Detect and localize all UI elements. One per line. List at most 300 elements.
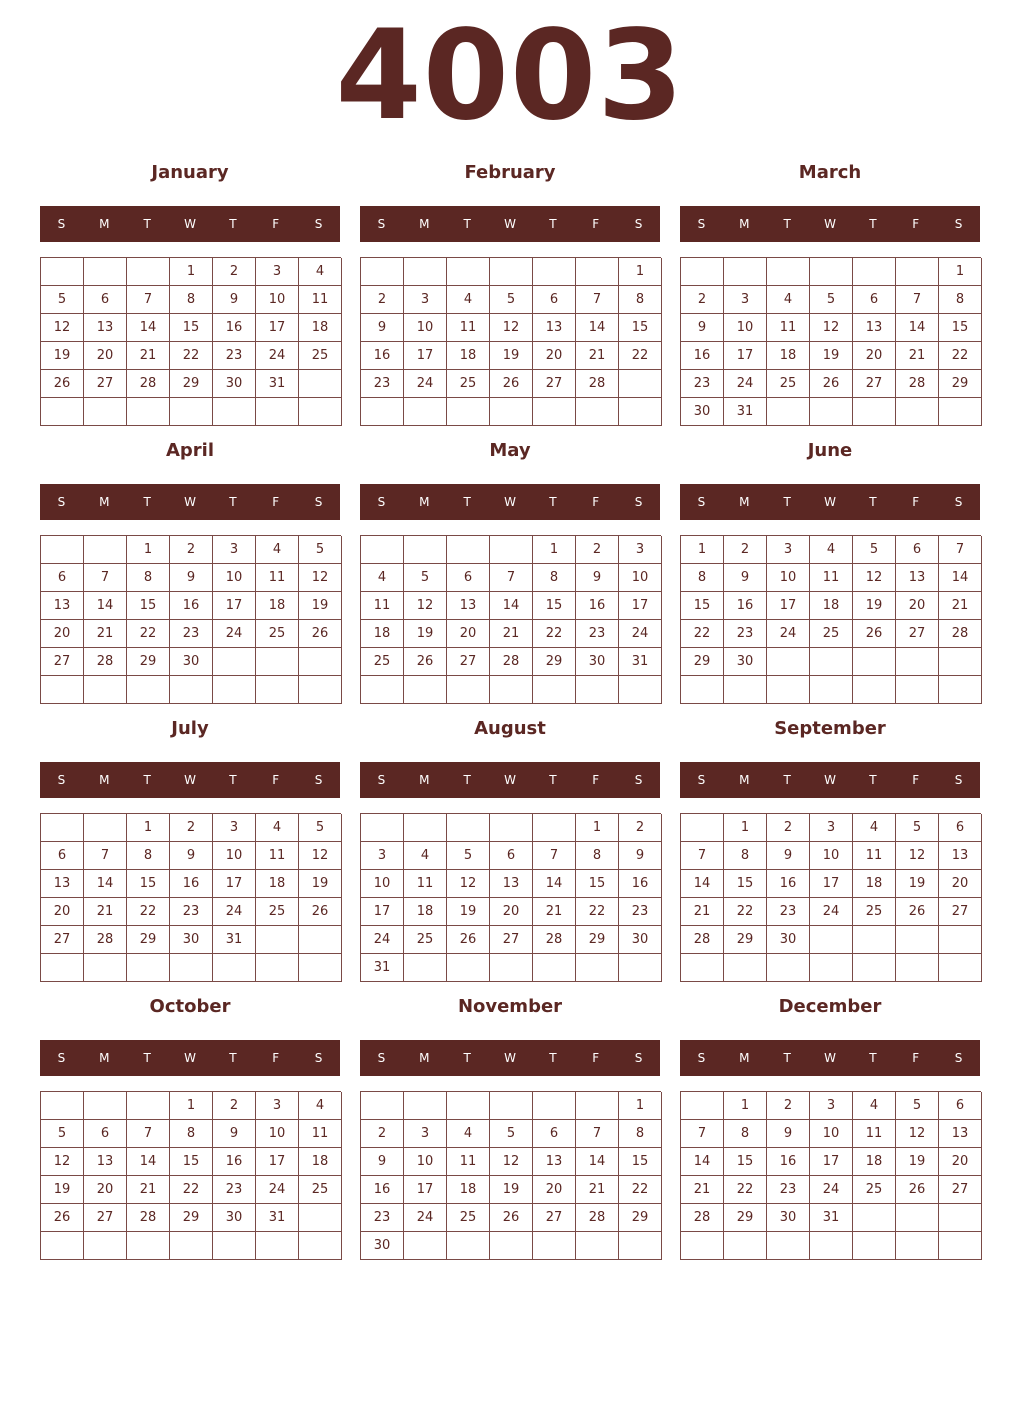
day-cell: 25 — [299, 1176, 342, 1204]
day-cell: 11 — [361, 592, 404, 620]
day-cell: 21 — [939, 592, 982, 620]
day-cell: 5 — [41, 1120, 84, 1148]
day-grid — [40, 813, 341, 982]
empty-cell — [127, 258, 170, 286]
day-cell: 31 — [361, 954, 404, 982]
empty-cell — [533, 258, 576, 286]
day-cell: 14 — [533, 870, 576, 898]
weekday-label: F — [912, 495, 920, 509]
day-cell: 14 — [576, 314, 619, 342]
day-cell: 18 — [256, 592, 299, 620]
day-cell: 17 — [619, 592, 662, 620]
empty-cell — [213, 398, 256, 426]
empty-cell — [896, 676, 939, 704]
empty-cell — [361, 536, 404, 564]
day-cell: 29 — [681, 648, 724, 676]
day-cell: 4 — [299, 258, 342, 286]
day-cell: 1 — [681, 536, 724, 564]
day-cell: 3 — [724, 286, 767, 314]
day-cell: 14 — [681, 1148, 724, 1176]
day-cell: 3 — [810, 1092, 853, 1120]
weekday-label: T — [463, 495, 471, 509]
day-cell: 16 — [361, 1176, 404, 1204]
empty-cell — [490, 1232, 533, 1260]
day-cell: 1 — [533, 536, 576, 564]
weekday-label: M — [99, 1051, 110, 1065]
empty-cell — [896, 398, 939, 426]
day-cell: 30 — [681, 398, 724, 426]
day-cell: 25 — [361, 648, 404, 676]
empty-cell — [404, 398, 447, 426]
day-cell: 5 — [853, 536, 896, 564]
day-cell: 8 — [619, 1120, 662, 1148]
day-cell: 19 — [447, 898, 490, 926]
day-cell: 10 — [404, 1148, 447, 1176]
empty-cell — [767, 1232, 810, 1260]
day-cell: 17 — [361, 898, 404, 926]
day-cell: 28 — [84, 648, 127, 676]
day-cell: 1 — [170, 1092, 213, 1120]
day-cell: 13 — [896, 564, 939, 592]
day-cell: 9 — [724, 564, 767, 592]
month-title: May — [489, 440, 531, 461]
day-cell: 8 — [681, 564, 724, 592]
day-cell: 6 — [939, 1092, 982, 1120]
day-cell: 9 — [361, 314, 404, 342]
weekday-label: M — [419, 773, 430, 787]
empty-cell — [127, 398, 170, 426]
day-cell: 10 — [767, 564, 810, 592]
weekday-label: W — [824, 1051, 836, 1065]
day-cell: 18 — [299, 314, 342, 342]
day-cell: 28 — [576, 1204, 619, 1232]
empty-cell — [41, 258, 84, 286]
empty-cell — [576, 1092, 619, 1120]
empty-cell — [619, 370, 662, 398]
weekday-label: S — [57, 495, 66, 509]
day-cell: 4 — [767, 286, 810, 314]
empty-cell — [404, 1092, 447, 1120]
day-cell: 24 — [767, 620, 810, 648]
empty-cell — [41, 1092, 84, 1120]
empty-cell — [939, 1232, 982, 1260]
weekday-label: F — [272, 773, 280, 787]
day-cell: 15 — [724, 870, 767, 898]
day-cell: 26 — [810, 370, 853, 398]
day-cell: 5 — [299, 814, 342, 842]
day-cell: 22 — [170, 1176, 213, 1204]
empty-cell — [939, 1204, 982, 1232]
empty-cell — [767, 648, 810, 676]
day-cell: 14 — [127, 1148, 170, 1176]
day-cell: 11 — [404, 870, 447, 898]
weekday-label: T — [143, 217, 151, 231]
day-cell: 13 — [447, 592, 490, 620]
day-cell: 6 — [41, 842, 84, 870]
day-cell: 7 — [533, 842, 576, 870]
day-cell: 4 — [256, 814, 299, 842]
day-cell: 20 — [533, 1176, 576, 1204]
empty-cell — [619, 954, 662, 982]
day-cell: 21 — [84, 620, 127, 648]
day-cell: 10 — [256, 286, 299, 314]
day-cell: 22 — [619, 1176, 662, 1204]
empty-cell — [939, 676, 982, 704]
day-cell: 6 — [490, 842, 533, 870]
weekday-label: S — [634, 1051, 643, 1065]
day-cell: 9 — [170, 564, 213, 592]
weekday-label: W — [184, 217, 196, 231]
weekday-label: S — [954, 773, 963, 787]
weekday-label: W — [824, 495, 836, 509]
day-cell: 13 — [939, 842, 982, 870]
day-cell: 28 — [127, 370, 170, 398]
empty-cell — [490, 258, 533, 286]
day-cell: 15 — [619, 1148, 662, 1176]
day-cell: 27 — [41, 648, 84, 676]
empty-cell — [724, 1232, 767, 1260]
weekday-header — [360, 206, 660, 242]
empty-cell — [41, 536, 84, 564]
empty-cell — [724, 676, 767, 704]
day-cell: 17 — [810, 1148, 853, 1176]
weekday-label: W — [504, 1051, 516, 1065]
day-cell: 27 — [939, 1176, 982, 1204]
empty-cell — [299, 926, 342, 954]
day-cell: 21 — [84, 898, 127, 926]
weekday-header — [40, 1040, 340, 1076]
day-cell: 22 — [681, 620, 724, 648]
day-cell: 20 — [41, 898, 84, 926]
day-cell: 18 — [767, 342, 810, 370]
day-cell: 13 — [533, 314, 576, 342]
empty-cell — [619, 676, 662, 704]
weekday-label: S — [697, 495, 706, 509]
day-cell: 14 — [490, 592, 533, 620]
empty-cell — [84, 1092, 127, 1120]
empty-cell — [810, 1232, 853, 1260]
empty-cell — [404, 676, 447, 704]
day-cell: 10 — [213, 564, 256, 592]
day-cell: 13 — [41, 870, 84, 898]
empty-cell — [681, 954, 724, 982]
weekday-header — [40, 762, 340, 798]
empty-cell — [810, 676, 853, 704]
weekday-label: S — [57, 1051, 66, 1065]
day-cell: 18 — [404, 898, 447, 926]
day-cell: 24 — [361, 926, 404, 954]
day-cell: 17 — [213, 592, 256, 620]
empty-cell — [447, 398, 490, 426]
day-cell: 20 — [490, 898, 533, 926]
day-cell: 18 — [447, 1176, 490, 1204]
day-cell: 2 — [767, 814, 810, 842]
day-cell: 29 — [170, 370, 213, 398]
empty-cell — [404, 954, 447, 982]
day-cell: 30 — [213, 1204, 256, 1232]
month-title: June — [807, 440, 853, 461]
day-cell: 30 — [576, 648, 619, 676]
day-cell: 6 — [447, 564, 490, 592]
empty-cell — [767, 398, 810, 426]
weekday-header — [680, 1040, 980, 1076]
day-cell: 7 — [84, 842, 127, 870]
day-cell: 16 — [724, 592, 767, 620]
day-cell: 27 — [41, 926, 84, 954]
day-cell: 29 — [724, 926, 767, 954]
empty-cell — [299, 676, 342, 704]
weekday-label: S — [57, 773, 66, 787]
day-cell: 18 — [853, 870, 896, 898]
empty-cell — [490, 398, 533, 426]
day-cell: 26 — [447, 926, 490, 954]
weekday-label: W — [824, 773, 836, 787]
day-cell: 30 — [170, 926, 213, 954]
day-cell: 25 — [853, 898, 896, 926]
empty-cell — [127, 954, 170, 982]
day-cell: 7 — [681, 1120, 724, 1148]
day-cell: 3 — [256, 258, 299, 286]
day-cell: 27 — [490, 926, 533, 954]
day-cell: 5 — [896, 814, 939, 842]
weekday-label: F — [272, 1051, 280, 1065]
day-cell: 14 — [681, 870, 724, 898]
day-cell: 9 — [213, 1120, 256, 1148]
weekday-label: F — [592, 217, 600, 231]
day-cell: 8 — [127, 842, 170, 870]
month-title: November — [457, 996, 563, 1017]
empty-cell — [490, 954, 533, 982]
day-cell: 22 — [170, 342, 213, 370]
day-cell: 4 — [447, 286, 490, 314]
day-cell: 28 — [490, 648, 533, 676]
day-cell: 7 — [576, 286, 619, 314]
day-cell: 1 — [939, 258, 982, 286]
day-cell: 21 — [127, 342, 170, 370]
day-cell: 24 — [404, 370, 447, 398]
day-cell: 3 — [213, 536, 256, 564]
day-cell: 25 — [404, 926, 447, 954]
day-cell: 19 — [810, 342, 853, 370]
empty-cell — [896, 1232, 939, 1260]
empty-cell — [256, 398, 299, 426]
weekday-label: F — [272, 217, 280, 231]
weekday-label: T — [229, 217, 237, 231]
empty-cell — [853, 1232, 896, 1260]
weekday-header — [360, 762, 660, 798]
day-cell: 27 — [533, 370, 576, 398]
weekday-label: S — [57, 217, 66, 231]
weekday-label: S — [954, 217, 963, 231]
day-cell: 3 — [619, 536, 662, 564]
empty-cell — [84, 258, 127, 286]
day-cell: 9 — [767, 1120, 810, 1148]
day-cell: 19 — [490, 1176, 533, 1204]
empty-cell — [361, 258, 404, 286]
day-cell: 25 — [447, 370, 490, 398]
day-cell: 20 — [447, 620, 490, 648]
day-cell: 23 — [576, 620, 619, 648]
day-cell: 9 — [213, 286, 256, 314]
day-cell: 22 — [724, 898, 767, 926]
weekday-label: S — [377, 1051, 386, 1065]
day-cell: 1 — [724, 814, 767, 842]
day-cell: 28 — [681, 1204, 724, 1232]
day-cell: 22 — [533, 620, 576, 648]
weekday-label: S — [634, 217, 643, 231]
day-cell: 12 — [810, 314, 853, 342]
day-cell: 25 — [767, 370, 810, 398]
day-cell: 17 — [767, 592, 810, 620]
empty-cell — [810, 954, 853, 982]
day-cell: 22 — [127, 620, 170, 648]
day-cell: 11 — [256, 564, 299, 592]
day-cell: 17 — [213, 870, 256, 898]
day-cell: 16 — [361, 342, 404, 370]
empty-cell — [767, 676, 810, 704]
day-cell: 25 — [853, 1176, 896, 1204]
day-cell: 12 — [490, 314, 533, 342]
month-title: April — [165, 440, 215, 461]
day-cell: 2 — [361, 286, 404, 314]
empty-cell — [404, 1232, 447, 1260]
day-cell: 9 — [767, 842, 810, 870]
empty-cell — [299, 954, 342, 982]
day-cell: 30 — [170, 648, 213, 676]
day-cell: 15 — [576, 870, 619, 898]
day-cell: 2 — [619, 814, 662, 842]
day-grid — [40, 257, 341, 426]
empty-cell — [213, 676, 256, 704]
empty-cell — [490, 536, 533, 564]
day-cell: 17 — [256, 314, 299, 342]
day-cell: 8 — [724, 1120, 767, 1148]
day-cell: 18 — [447, 342, 490, 370]
day-cell: 19 — [896, 870, 939, 898]
day-cell: 3 — [767, 536, 810, 564]
empty-cell — [896, 648, 939, 676]
empty-cell — [576, 398, 619, 426]
weekday-label: M — [419, 217, 430, 231]
day-cell: 26 — [490, 1204, 533, 1232]
day-cell: 3 — [810, 814, 853, 842]
day-cell: 30 — [213, 370, 256, 398]
empty-cell — [533, 398, 576, 426]
day-cell: 11 — [767, 314, 810, 342]
day-cell: 1 — [619, 1092, 662, 1120]
day-cell: 1 — [724, 1092, 767, 1120]
day-cell: 4 — [404, 842, 447, 870]
month-title: September — [774, 718, 886, 739]
empty-cell — [810, 398, 853, 426]
day-cell: 19 — [299, 870, 342, 898]
weekday-label: T — [143, 1051, 151, 1065]
day-cell: 27 — [533, 1204, 576, 1232]
day-cell: 30 — [767, 1204, 810, 1232]
empty-cell — [256, 1232, 299, 1260]
day-cell: 25 — [447, 1204, 490, 1232]
weekday-label: T — [549, 217, 557, 231]
empty-cell — [681, 814, 724, 842]
weekday-label: M — [99, 773, 110, 787]
empty-cell — [681, 1232, 724, 1260]
day-cell: 8 — [619, 286, 662, 314]
empty-cell — [810, 258, 853, 286]
day-cell: 12 — [299, 842, 342, 870]
day-cell: 28 — [84, 926, 127, 954]
day-grid — [360, 1091, 661, 1260]
weekday-label: M — [419, 495, 430, 509]
day-cell: 5 — [447, 842, 490, 870]
day-cell: 11 — [447, 314, 490, 342]
day-cell: 29 — [619, 1204, 662, 1232]
weekday-label: T — [229, 773, 237, 787]
weekday-label: S — [377, 217, 386, 231]
day-cell: 1 — [576, 814, 619, 842]
empty-cell — [619, 398, 662, 426]
empty-cell — [853, 926, 896, 954]
weekday-header — [40, 484, 340, 520]
day-cell: 24 — [810, 1176, 853, 1204]
day-cell: 14 — [84, 870, 127, 898]
day-cell: 22 — [576, 898, 619, 926]
empty-cell — [896, 1204, 939, 1232]
day-cell: 24 — [404, 1204, 447, 1232]
weekday-label: T — [783, 1051, 791, 1065]
empty-cell — [490, 676, 533, 704]
day-cell: 5 — [41, 286, 84, 314]
day-cell: 9 — [361, 1148, 404, 1176]
day-cell: 24 — [213, 620, 256, 648]
day-cell: 19 — [41, 1176, 84, 1204]
empty-cell — [127, 1232, 170, 1260]
day-cell: 7 — [939, 536, 982, 564]
day-cell: 5 — [299, 536, 342, 564]
day-cell: 12 — [447, 870, 490, 898]
day-cell: 25 — [810, 620, 853, 648]
day-cell: 29 — [170, 1204, 213, 1232]
day-cell: 21 — [127, 1176, 170, 1204]
day-cell: 3 — [404, 1120, 447, 1148]
day-cell: 6 — [939, 814, 982, 842]
empty-cell — [213, 954, 256, 982]
day-cell: 24 — [724, 370, 767, 398]
day-cell: 9 — [619, 842, 662, 870]
weekday-label: M — [99, 495, 110, 509]
day-cell: 21 — [533, 898, 576, 926]
day-grid — [40, 1091, 341, 1260]
day-cell: 14 — [896, 314, 939, 342]
day-cell: 31 — [619, 648, 662, 676]
day-cell: 13 — [84, 1148, 127, 1176]
empty-cell — [41, 814, 84, 842]
day-cell: 24 — [256, 1176, 299, 1204]
empty-cell — [767, 954, 810, 982]
day-cell: 27 — [939, 898, 982, 926]
empty-cell — [84, 398, 127, 426]
weekday-label: T — [869, 1051, 877, 1065]
empty-cell — [447, 258, 490, 286]
weekday-label: W — [504, 773, 516, 787]
day-cell: 22 — [939, 342, 982, 370]
day-cell: 19 — [41, 342, 84, 370]
empty-cell — [853, 676, 896, 704]
day-cell: 3 — [361, 842, 404, 870]
day-grid — [360, 813, 661, 982]
weekday-label: T — [783, 773, 791, 787]
weekday-label: T — [869, 217, 877, 231]
day-cell: 16 — [213, 314, 256, 342]
